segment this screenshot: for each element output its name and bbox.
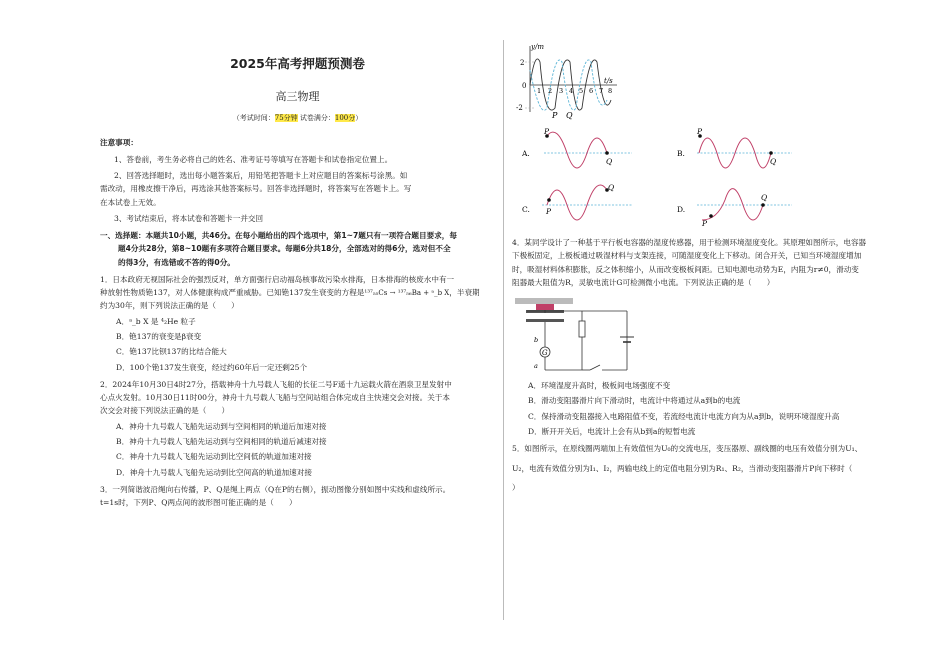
x-tick: 5: [579, 87, 584, 95]
circuit-diagram: [512, 293, 642, 375]
note-item: 3、考试结束后，将本试卷和答题卡一并交回: [114, 213, 264, 223]
q2-line: 次交会对接下列说法正确的是（ ）: [100, 406, 230, 416]
section-heading-line: 一、选择题：本题共10小题，共46分。在每小题给出的四个选项中，第1~7题只有一项符合题目要求，每: [100, 231, 457, 241]
q4-option-d: D．断开开关后，电流计上会有从b到a的短暂电流: [528, 426, 696, 436]
y-tick: 0: [522, 82, 527, 90]
q5-line: U₂，电流有效值分别为I₁、I₂，两输电线上的定值电阻分别为R₁、R₂，当滑动变阻器滑片P向下移时（: [512, 463, 853, 473]
choice-b-label: B.: [677, 149, 685, 158]
question-5: [512, 442, 912, 494]
absorbent-material: [536, 304, 554, 310]
wave-curve: [547, 185, 607, 220]
p-label: P: [697, 128, 703, 136]
q5-line: ）: [512, 482, 520, 492]
meta-sep: 试卷满分：: [297, 114, 335, 123]
q-label: Q: [608, 183, 615, 192]
choice-c-graph: [522, 180, 642, 230]
q1-line: 1．日本政府无视国际社会的强烈反对，单方面强行启动福岛核事故污染水排海，日本排海的核废水中有一: [100, 274, 455, 284]
x-tick: 3: [559, 87, 564, 95]
y-tick: 2: [520, 59, 525, 67]
section-heading-line: 题4分共28分，第8~10题有多项符合题目要求。每题6分共18分，全部选对的得6分，选对但不全: [118, 244, 451, 254]
q4-option-a: A．环境湿度升高时，极板间电场强度不变: [528, 381, 671, 391]
q2-option-c: C．神舟十九号载人飞船先运动到比空间低的轨道加速对接: [116, 452, 312, 462]
q4-line: 下极板固定，上极板通过吸湿材料与支架连接，可随湿度变化上下移动。闭合开关，已知当环境湿度增加: [512, 251, 862, 261]
q4-line: 时，吸湿材料体积膨胀，反之体积缩小，从而改变极板间距。已知电源电动势为E，内阻为r≠0，滑动变: [512, 264, 859, 274]
question-4: [512, 236, 912, 494]
q1-line: [100, 286, 495, 299]
exam-subtitle: 高三物理: [275, 89, 320, 103]
exam-time: 75分钟: [274, 114, 298, 123]
q4-line: 阻器最大阻值为R，灵敏电流计G可检测微小电流。下列说法正确的是（ ）: [512, 277, 775, 287]
q1-text-b: ，半衰期: [449, 288, 480, 298]
x-tick: 8: [608, 87, 613, 95]
x-tick: 6: [589, 87, 594, 95]
choice-a-label: A.: [522, 149, 530, 158]
q-label: Q: [761, 193, 768, 202]
left-column: [100, 45, 495, 509]
p-label: P: [546, 207, 552, 216]
q2-option-b: B．神舟十九号载人飞船先运动到与空间相同的轨道后减速对接: [116, 437, 327, 446]
q4-line: 4．某同学设计了一种基于平行板电容器的湿度传感器，用于检测环境湿度变化。其原理如图所示，电容器: [512, 238, 867, 247]
b-label: b: [534, 336, 539, 345]
column-divider: [503, 40, 504, 620]
wave-curve: [547, 132, 607, 168]
p-label: P: [552, 111, 558, 120]
exam-meta: [100, 112, 495, 124]
q1-line: 约为30年，则下列说法正确的是（ ）: [100, 301, 239, 311]
p-label: P: [702, 219, 708, 228]
q-label: Q: [606, 157, 613, 166]
q1-text: 种放射性物质铯137，对人体健康构成严重威胁。已知铯137发生衰变的方程是: [100, 288, 365, 298]
note-item: 1、答卷前，考生务必将自己的姓名、准考证号等填写在答题卡和试卷指定位置上。: [114, 154, 393, 164]
x-label: t/s: [604, 77, 613, 85]
choice-b-graph: [677, 128, 807, 178]
y-label: y/m: [531, 43, 544, 51]
solid-curve: [530, 59, 611, 110]
q1-option-a: A．ᵃ_b X 是 ⁴₂He 粒子: [116, 316, 196, 326]
q2-line: 2．2024年10月30日4时27分，搭载神舟十九号载人飞船的长征二号F遥十九运载火箭在酒泉卫星发射中: [100, 379, 452, 389]
exam-title: 2025年高考押题预测卷: [230, 56, 365, 71]
q1-option-d: D．100个铯137发生衰变，经过约60年后一定还剩25个: [116, 362, 308, 372]
q-label: Q: [566, 111, 573, 120]
choice-d-label: D.: [677, 205, 686, 214]
q3-line: 3．一列简谐波沿绳向右传播，P、Q是绳上两点（Q在P的右侧），振动图像分别如图中实线和虚线所示。: [100, 484, 451, 494]
q4-option-b: B．滑动变阻器滑片向下滑动时，电流计中将通过从a到b的电流: [528, 396, 741, 406]
q-label: Q: [770, 157, 777, 166]
x-tick: 2: [548, 87, 553, 95]
x-tick: 4: [569, 87, 574, 95]
q1-equation: ¹³⁷₅₅Cs → ¹³⁷₅₆Ba + ᵃ_b X: [364, 289, 450, 298]
exam-score: 100分: [334, 114, 356, 123]
q5-line: 5．如图所示，在原线圈两端加上有效值恒为U₀的交流电压，变压器原、副线圈的电压有效值分别为U₁、: [512, 444, 863, 454]
lower-plate: [526, 319, 564, 322]
question-3: [100, 483, 495, 510]
g-label: G: [542, 349, 548, 358]
q4-option-c: C．保持滑动变阻器接入电路阻值不变，若流经电流计电流方向为从a到b，说明环境湿度升高: [528, 411, 840, 421]
a-label: a: [534, 362, 538, 371]
note-item: 2、回答选择题时，选出每小题答案后，用铅笔把答题卡上对应题目的答案标号涂黑。如: [114, 170, 408, 180]
meta-suffix: ）: [355, 114, 363, 123]
sliding-rheostat: [579, 321, 585, 337]
top-support: [515, 298, 573, 304]
question-2: [100, 378, 495, 479]
p-label: P: [544, 128, 550, 136]
note-item: 在本试卷上无效。: [100, 197, 161, 207]
q1-option-c: C．铯137比钡137的比结合能大: [116, 347, 227, 357]
q2-option-d: D．神舟十九号载人飞船先运动到比空间高的轨道加速对接: [116, 467, 312, 477]
switch: [590, 365, 600, 370]
q3-line: t=1s时，下列P、Q两点间的波形图可能正确的是（ ）: [100, 498, 297, 508]
choice-a-graph: [522, 128, 642, 178]
y-tick: -2: [516, 104, 523, 112]
vibration-graph: [512, 40, 622, 120]
x-tick: 7: [599, 87, 604, 95]
q2-option-a: A．神舟十九号载人飞船先运动到与空间相同的轨道后加速对接: [116, 421, 327, 431]
section-heading-line: 的得3分，有选错或不答的得0分。: [118, 257, 235, 267]
choice-c-label: C.: [522, 205, 530, 214]
meta-prefix: （考试时间：: [232, 114, 275, 123]
x-tick: 1: [537, 87, 542, 95]
choice-d-graph: [677, 180, 807, 230]
question-1: [100, 273, 495, 374]
notes-heading: 注意事项：: [100, 138, 138, 148]
note-item: 需改动，用橡皮擦干净后，再选涂其他答案标号。回答非选择题时，将答案写在答题卡上。写: [100, 184, 412, 194]
q1-option-b: B．铯137的衰变是β衰变: [116, 332, 202, 342]
q2-line: 心点火发射。10月30日11时00分，神舟十九号载人飞船与空间站组合体完成自主快速交会对接。关于本: [100, 393, 450, 403]
